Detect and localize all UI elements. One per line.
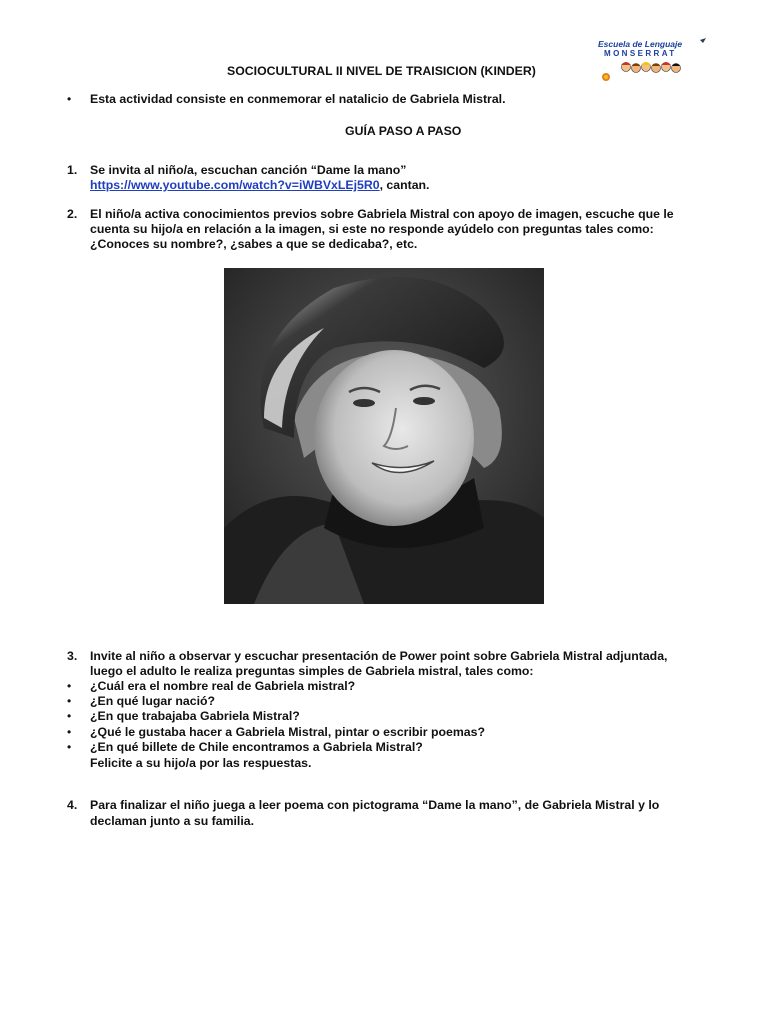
step-3-closing: Felicite a su hijo/a por las respuestas.	[90, 756, 312, 770]
step-1-text: Se invita al niño/a, escuchan canción “Dame la mano”	[90, 163, 407, 177]
logo-line-1: Escuela de Lenguaje	[598, 39, 683, 49]
logo-line-2: MONSERRAT	[604, 49, 677, 58]
question-item: ¿Cuál era el nombre real de Gabriela mistral?	[90, 679, 356, 693]
bullet-icon: •	[67, 694, 72, 708]
question-item: ¿En que trabajaba Gabriela Mistral?	[90, 709, 300, 723]
bullet-icon: •	[67, 679, 72, 693]
intro-text: Esta actividad consiste en conmemorar el natalicio de Gabriela Mistral.	[90, 92, 506, 106]
step-1-after-link: , cantan.	[379, 178, 430, 192]
bullet-icon: •	[67, 725, 72, 739]
step-2-line-3: ¿Conoces su nombre?, ¿sabes a que se dedicaba?, etc.	[90, 237, 418, 251]
bullet-icon: •	[67, 92, 72, 106]
step-2-line-1: El niño/a activa conocimientos previos sobre Gabriela Mistral con apoyo de imagen, escuche que le	[90, 207, 674, 221]
step-4-number: 4.	[67, 798, 78, 812]
step-4-line-2: declaman junto a su familia.	[90, 814, 255, 828]
step-2-line-2: cuenta su hijo/a en relación a la imagen, si este no responde ayúdelo con preguntas tales como:	[90, 222, 654, 236]
step-4-line-1: Para finalizar el niño juega a leer poema con pictograma “Dame la mano”, de Gabriela Mistral y lo	[90, 798, 660, 812]
youtube-link[interactable]: https://www.youtube.com/watch?v=iWBVxLEj5R0	[90, 178, 380, 192]
question-item: ¿Qué le gustaba hacer a Gabriela Mistral, pintar o escribir poemas?	[90, 725, 485, 739]
question-item: ¿En qué billete de Chile encontramos a Gabriela Mistral?	[90, 740, 423, 754]
step-1-number: 1.	[67, 163, 78, 177]
school-logo	[596, 36, 708, 84]
step-3-line-1: Invite al niño a observar y escuchar presentación de Power point sobre Gabriela Mistral adjuntada,	[90, 649, 668, 663]
bullet-icon: •	[67, 740, 72, 754]
logo-children-icon	[596, 36, 708, 84]
document-title: SOCIOCULTURAL II NIVEL DE TRAISICION (KINDER)	[227, 64, 536, 78]
step-2-number: 2.	[67, 207, 78, 221]
step-3-line-2: luego el adulto le realiza preguntas simples de Gabriela mistral, tales como:	[90, 664, 534, 678]
step-1-link-line	[90, 178, 429, 193]
guide-heading: GUÍA PASO A PASO	[345, 124, 462, 138]
question-item: ¿En qué lugar nació?	[90, 694, 216, 708]
step-3-number: 3.	[67, 649, 78, 663]
gabriela-mistral-photo	[224, 268, 544, 604]
bullet-icon: •	[67, 709, 72, 723]
